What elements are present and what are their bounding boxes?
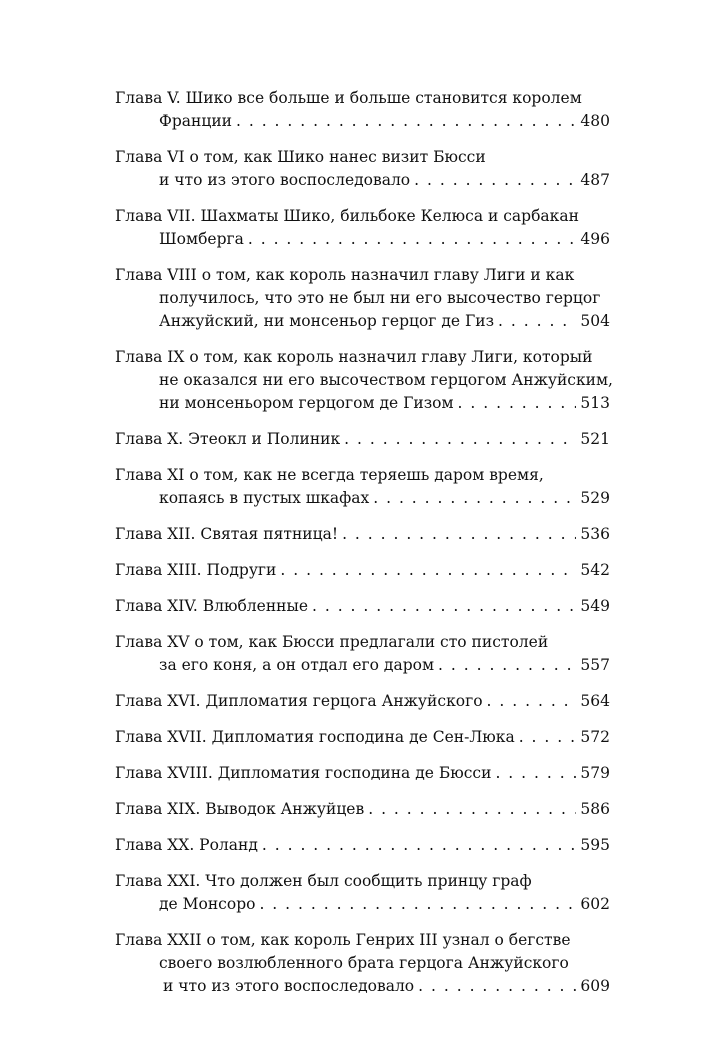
toc-entry-line: Глава XI о том, как не всегда теряешь даром время, [115, 466, 544, 484]
dot-leader [342, 523, 576, 546]
page-number: 602 [580, 895, 610, 913]
page-number: 609 [580, 977, 610, 995]
toc-entry-line: Глава V. Шико все больше и больше становится королем [115, 89, 582, 107]
toc-entry-line: Глава VIII о том, как король назначил главу Лиги и как [115, 266, 575, 284]
toc-entry-line: Глава XIV. Влюбленные [115, 597, 308, 615]
toc-entry [115, 762, 610, 785]
page-number: 480 [580, 112, 610, 130]
dot-leader [259, 893, 576, 916]
page-number: 572 [580, 728, 610, 746]
toc-entry [115, 264, 610, 333]
page-number: 542 [580, 561, 610, 579]
toc-entry-line: Глава XX. Роланд [115, 836, 258, 854]
toc-entry [115, 726, 610, 749]
dot-leader [368, 798, 576, 821]
page-number: 504 [580, 312, 610, 330]
toc-entry-line: Шомберга [159, 230, 244, 248]
toc-entry-line: за его коня, а он отдал его даром [159, 656, 435, 674]
dot-leader [236, 110, 576, 133]
toc-entry-line: Глава VII. Шахматы Шико, бильбоке Келюса и сарбакан [115, 207, 579, 225]
toc-entry [115, 559, 610, 582]
toc-entry [115, 631, 610, 677]
page-number: 564 [580, 692, 610, 710]
table-of-contents [115, 87, 613, 1011]
toc-entry-line: Анжуйский, ни монсеньор герцог де Гиз [159, 312, 495, 330]
toc-entry-line: Глава XV о том, как Бюсси предлагали сто пистолей [115, 633, 549, 651]
toc-entry-line: своего возлюбленного брата герцога Анжуйского [159, 954, 569, 972]
page-number: 521 [580, 430, 610, 448]
toc-entry [115, 690, 610, 713]
toc-entry [115, 146, 610, 192]
toc-entry [115, 870, 610, 916]
dot-leader [344, 428, 576, 451]
toc-entry-line: Глава XVII. Дипломатия господина де Сен-Люка [115, 728, 515, 746]
page-number: 513 [580, 394, 610, 412]
dot-leader [495, 762, 576, 785]
toc-entry-line: Глава XXII о том, как король Генрих III узнал о бегстве [115, 931, 571, 949]
dot-leader [262, 834, 577, 857]
toc-entry-line: и что из этого воспоследовало [163, 977, 415, 995]
toc-entry [115, 346, 613, 415]
toc-entry [115, 595, 610, 618]
page-number: 487 [580, 171, 610, 189]
toc-entry-line: Франции [159, 112, 232, 130]
page-number: 595 [580, 836, 610, 854]
dot-leader [519, 726, 577, 749]
dot-leader [248, 228, 577, 251]
toc-entry-line: не оказался ни его высочеством герцогом Анжуйским, [159, 371, 613, 389]
page-number: 557 [580, 656, 610, 674]
toc-entry [115, 798, 610, 821]
toc-entry [115, 523, 610, 546]
page-number: 536 [580, 525, 610, 543]
toc-entry-line: Глава XXI. Что должен был сообщить принцу граф [115, 872, 532, 890]
dot-leader [373, 487, 576, 510]
toc-entry-line: Глава XVI. Дипломатия герцога Анжуйского [115, 692, 483, 710]
toc-entry-line: Глава XVIII. Дипломатия господина де Бюсси [115, 764, 492, 782]
page-number: 579 [580, 764, 610, 782]
page-number: 496 [580, 230, 610, 248]
toc-entry-line: Глава XIII. Подруги [115, 561, 277, 579]
toc-entry [115, 205, 610, 251]
toc-entry-line: получилось, что это не был ни его высочество герцог [159, 289, 601, 307]
dot-leader [458, 392, 577, 415]
toc-entry [115, 87, 610, 133]
toc-entry [115, 834, 610, 857]
toc-entry-line: копаясь в пустых шкафах [159, 489, 370, 507]
dot-leader [414, 169, 576, 192]
dot-leader [438, 654, 576, 677]
toc-entry [115, 428, 610, 451]
toc-entry [115, 464, 610, 510]
toc-entry-line: Глава X. Этеокл и Полиник [115, 430, 341, 448]
toc-entry-line: Глава VI о том, как Шико нанес визит Бюсси [115, 148, 486, 166]
page-number: 549 [580, 597, 610, 615]
dot-leader [487, 690, 577, 713]
dot-leader [498, 310, 576, 333]
toc-entry-line: Глава XIX. Выводок Анжуйцев [115, 800, 365, 818]
dot-leader [312, 595, 576, 618]
toc-entry-line: и что из этого воспоследовало [159, 171, 411, 189]
page-number: 529 [580, 489, 610, 507]
page-number: 586 [580, 800, 610, 818]
toc-entry-line: Глава IX о том, как король назначил главу Лиги, который [115, 348, 593, 366]
toc-entry-line: Глава XII. Святая пятница! [115, 525, 339, 543]
dot-leader [280, 559, 576, 582]
toc-entry-line: де Монсоро [159, 895, 256, 913]
toc-entry-line: ни монсеньором герцогом де Гизом [159, 394, 454, 412]
toc-entry [115, 929, 610, 998]
dot-leader [418, 975, 576, 998]
